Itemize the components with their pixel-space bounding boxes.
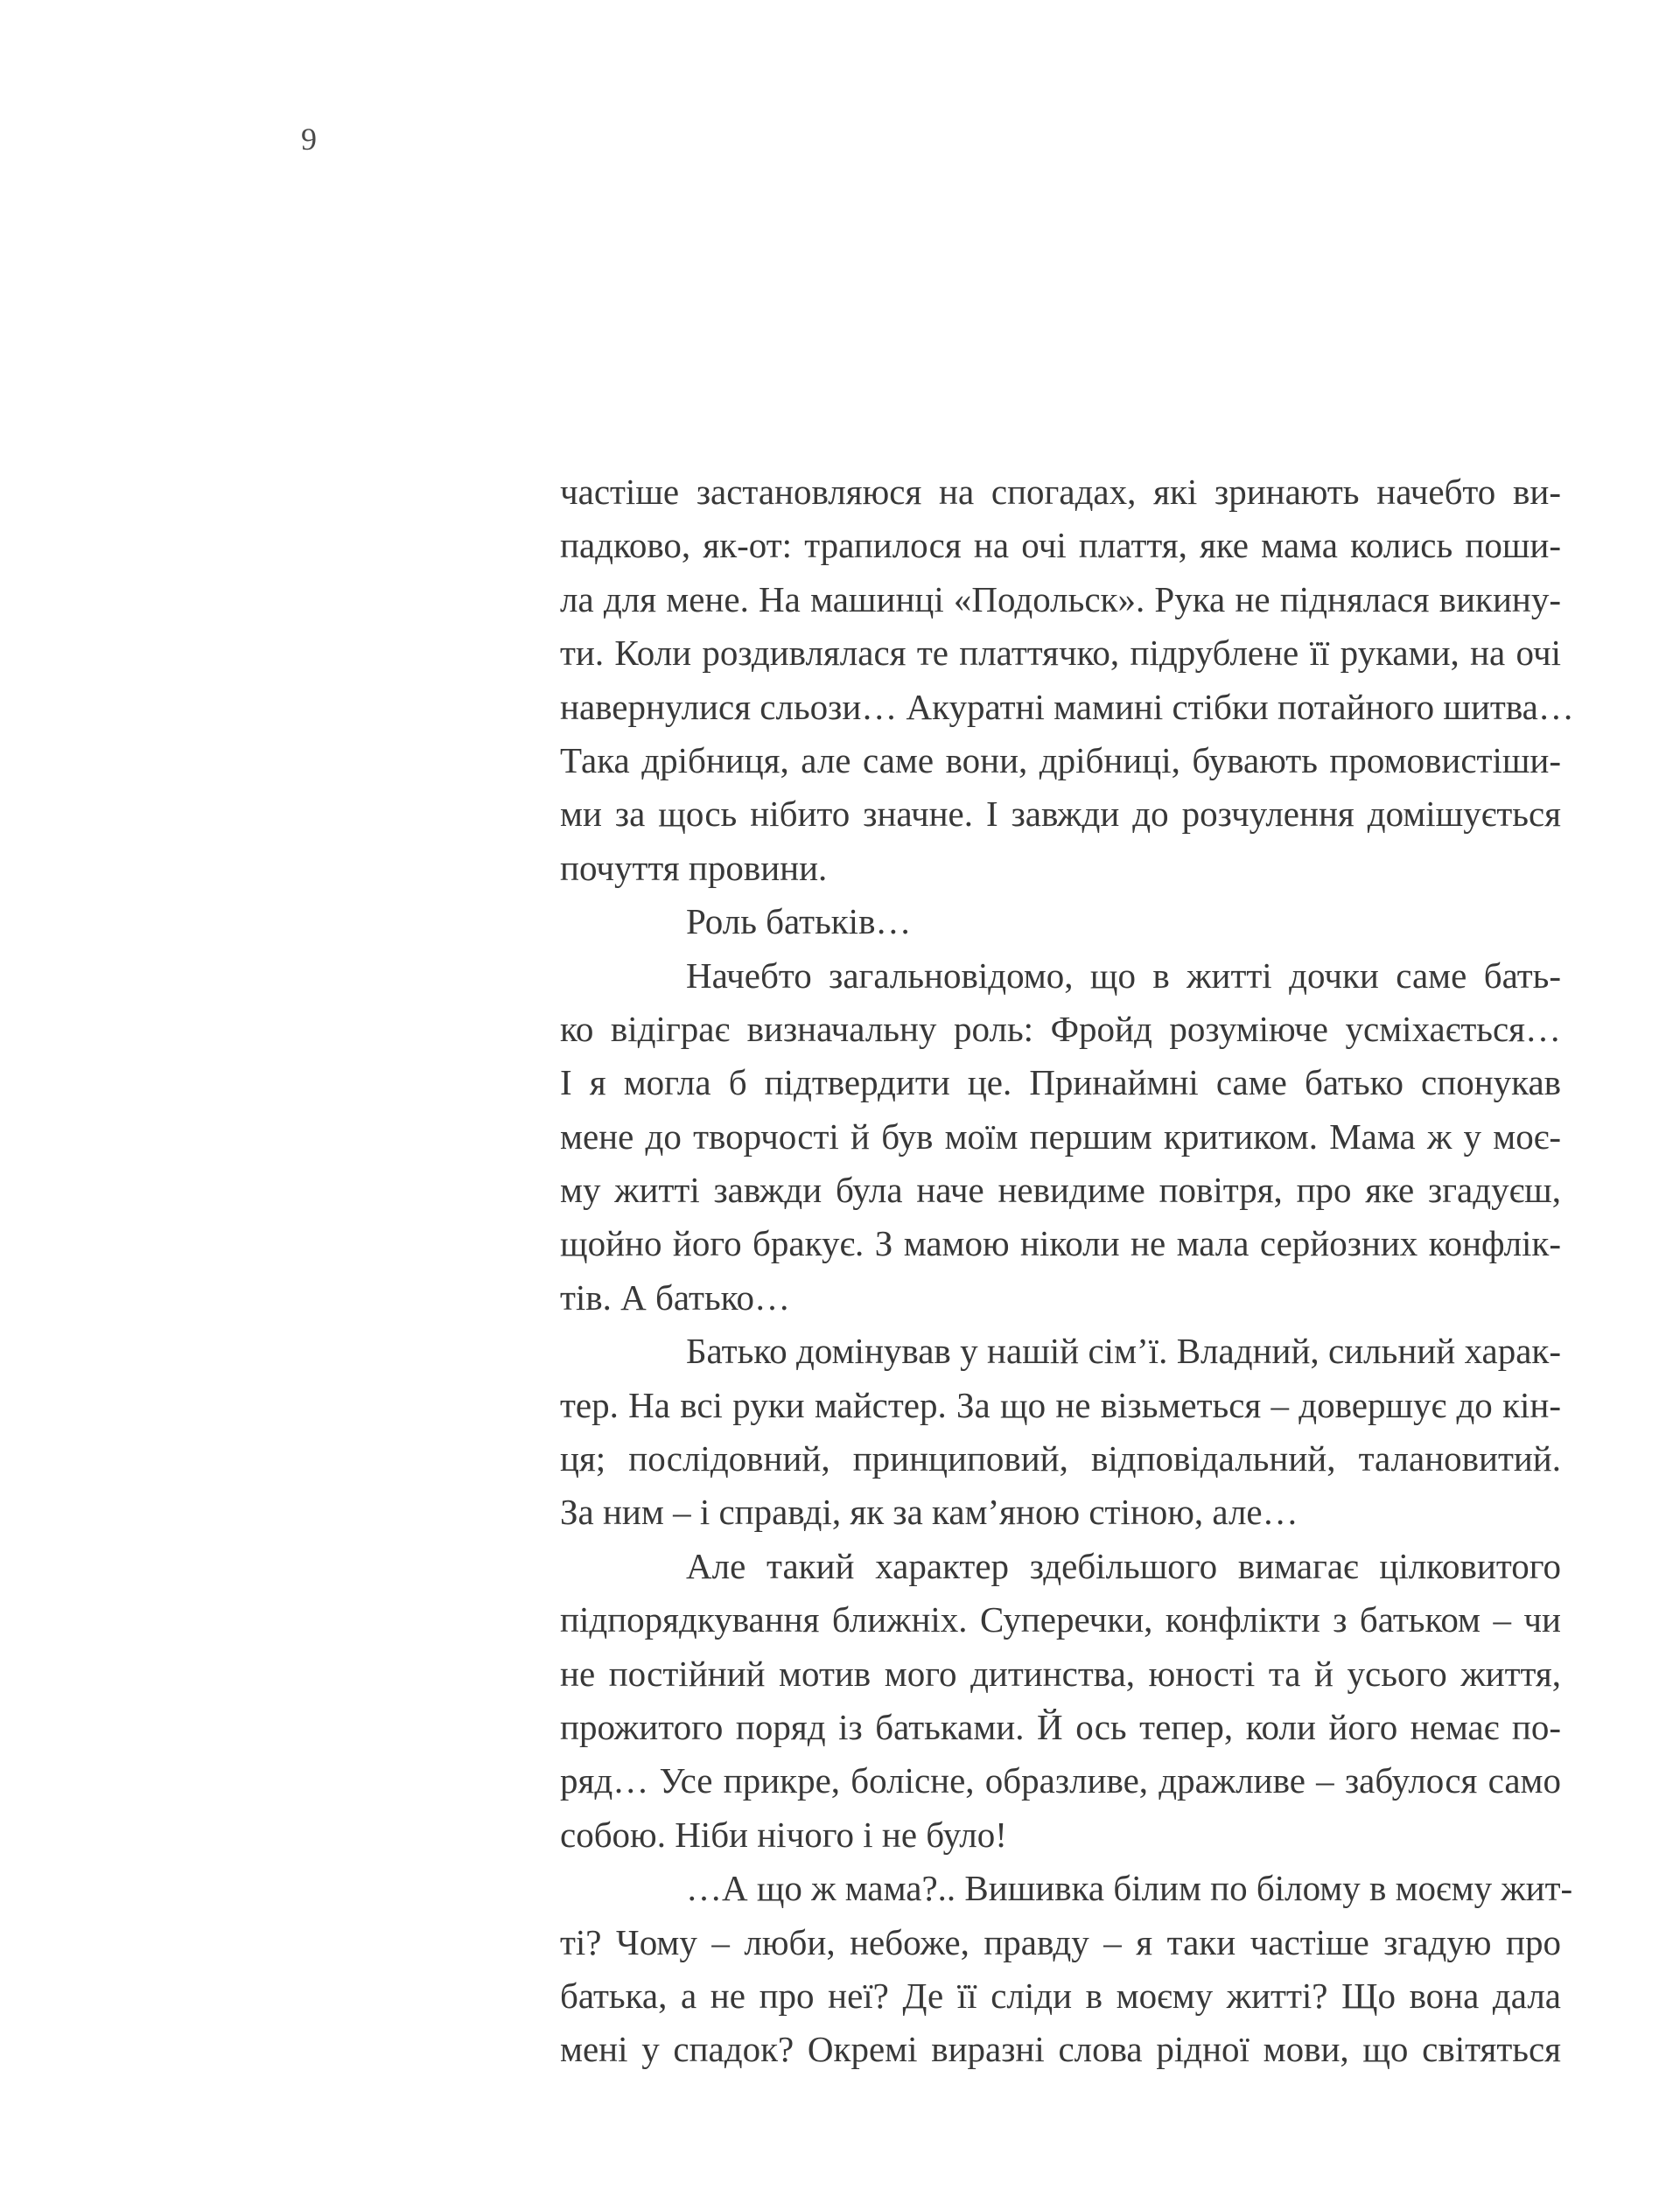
paragraph — [560, 895, 1561, 948]
text-line: ця; послідовний, принциповий, відповідальний, талановитий. — [560, 1438, 1561, 1479]
text-line: тер. На всі руки майстер. За що не візьметься – довершує до кін- — [560, 1384, 1561, 1425]
text-line: Начебто загальновідомо, що в житті дочки саме бать- — [686, 955, 1561, 996]
text-line: частіше застановляюся на спогадах, які зринають начебто ви- — [560, 472, 1561, 512]
text-line: прожитого поряд із батьками. Й ось тепер, коли його немає по- — [560, 1706, 1561, 1747]
text-line: ти. Коли роздивлялася те платтячко, підрублене її руками, на очі — [560, 633, 1561, 674]
text-line: За ним – і справді, як за кам’яною стіною, але… — [560, 1492, 1298, 1533]
paragraph — [560, 465, 1574, 895]
text-line: му житті завжди була наче невидиме повітря, про яке згадуєш, — [560, 1170, 1561, 1211]
text-line: Але такий характер здебільшого вимагає цілковитого — [686, 1545, 1561, 1586]
text-line: Така дрібниця, але саме вони, дрібниці, бувають промовистіши- — [560, 739, 1561, 780]
paragraph — [560, 1862, 1573, 2077]
page-number: 9 — [301, 122, 317, 157]
text-line: І я могла б підтвердити це. Принаймні саме батько спонукав — [560, 1062, 1561, 1103]
text-line: ряд… Усе прикре, болісне, образливе, дражливе – забулося само — [560, 1760, 1561, 1801]
paragraph — [560, 1540, 1561, 1862]
text-line: Роль батьків… — [686, 901, 912, 942]
text-line: тів. А батько… — [560, 1276, 790, 1318]
text-line: Батько домінував у нашій сім’ї. Владний, сильний харак- — [686, 1331, 1561, 1372]
text-line: почуття провини. — [560, 847, 828, 888]
text-line: щойно його бракує. З мамою ніколи не мала серйозних конфлік- — [560, 1223, 1561, 1264]
text-line: падково, як-от: трапилося на очі плаття, яке мама колись поши- — [560, 525, 1561, 566]
text-line: …А що ж мама?.. Вишивка білим по білому в моєму жит- — [686, 1868, 1573, 1909]
text-line: мені у спадок? Окремі виразні слова рідної мови, що світяться — [560, 2029, 1561, 2070]
text-line: ко відіграє визначальну роль: Фройд розуміюче усміхається… — [560, 1008, 1561, 1049]
text-line: навернулися сльози… Акуратні мамині стібки потайного шитва… — [560, 686, 1574, 727]
paragraph — [560, 949, 1561, 1325]
text-line: мене до творчості й був моїм першим критиком. Мама ж у моє- — [560, 1115, 1561, 1157]
text-line: батька, а не про неї? Де її сліди в моєму житті? Що вона дала — [560, 1975, 1561, 2016]
paragraph — [560, 1325, 1561, 1540]
text-line: ла для мене. На машинці «Подольск». Рука не піднялася викину- — [560, 578, 1561, 619]
text-line: собою. Ніби нічого і не було! — [560, 1814, 1007, 1855]
text-line: ті? Чому – люби, небоже, правду – я таки частіше згадую про — [560, 1921, 1561, 1962]
text-line: не постійний мотив мого дитинства, юності та й усього життя, — [560, 1653, 1561, 1694]
text-line: ми за щось нібито значне. І завжди до розчулення домішується — [560, 794, 1561, 835]
text-line: підпорядкування ближніх. Суперечки, конфлікти з батьком – чи — [560, 1599, 1561, 1640]
body-text — [560, 465, 1574, 2077]
